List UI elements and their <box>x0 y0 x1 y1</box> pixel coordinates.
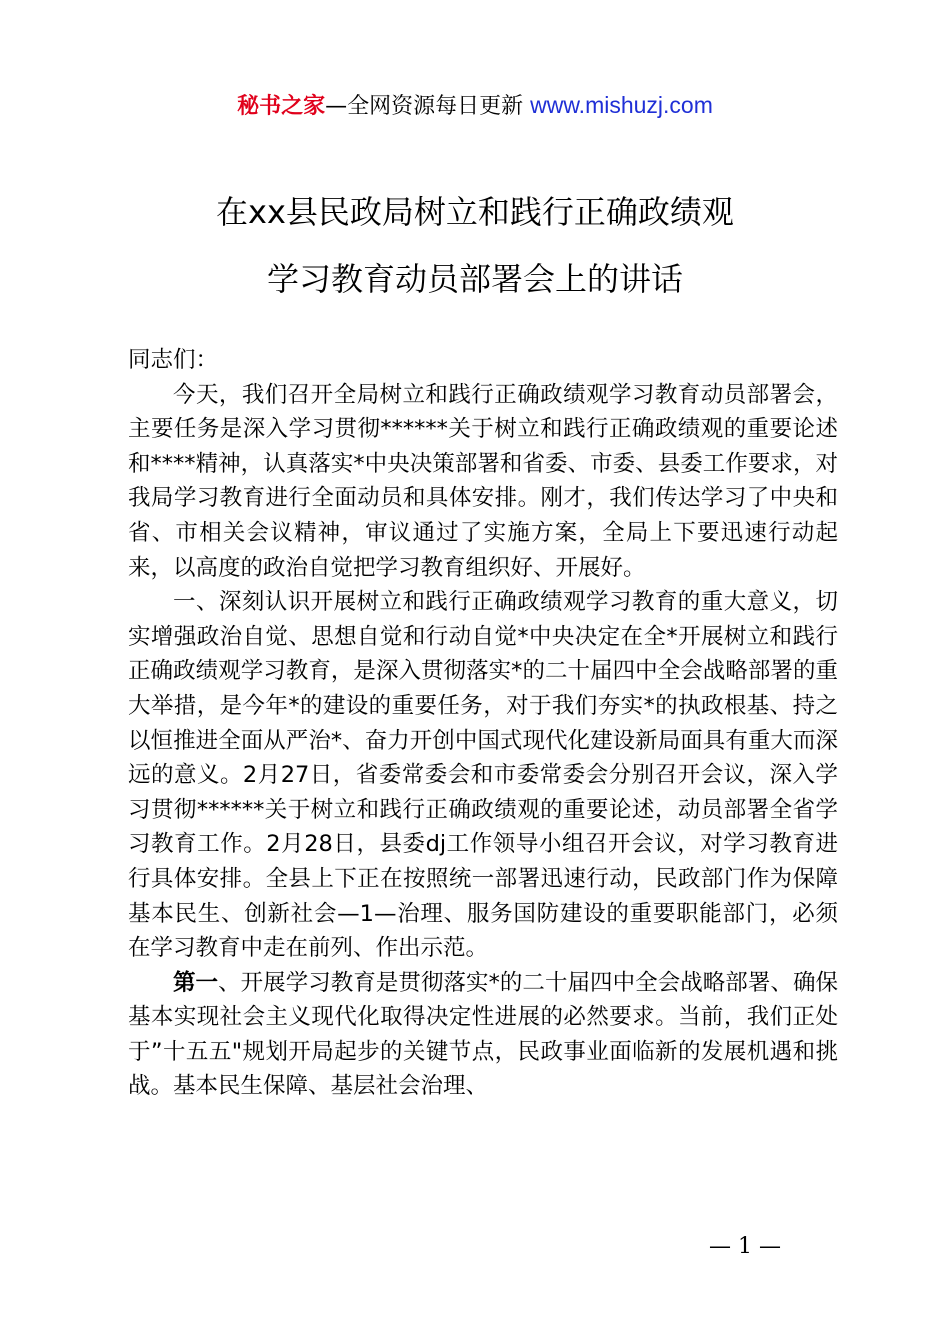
document-body <box>128 343 838 1104</box>
point-one-heading: 第一 <box>173 969 219 996</box>
document-title-line-1: 在xx县民政局树立和践行正确政绩观 <box>216 193 734 231</box>
paragraph-intro: 今天，我们召开全局树立和践行正确政绩观学习教育动员部署会，主要任务是深入学习贯彻******关于树立和践行正确政绩观的重要论述和****精神，认真落实*中央决策部署和省委、市委、县委工作要求，对我局学习教育进行全面动员和具体安排。刚才，我们传达学习了中央和省、市相关会议精神，审议通过了实施方案，全局上下要迅速行动起来，以高度的政治自觉把学习教育组织好、开展好。 <box>128 381 838 581</box>
paragraph-point-one <box>128 966 838 1104</box>
header-slogan: —全网资源每日更新 <box>325 94 531 119</box>
header-url[interactable]: www.mishuzj.com <box>530 92 713 118</box>
point-one-text: 、开展学习教育是贯彻落实*的二十届四中全会战略部署、确保基本实现社会主义现代化取得决定性进展的必然要求。当前，我们正处于”十五五"规划开局起步的关键节点，民政事业面临新的发展机遇和挑战。基本民生保障、基层社会治理、 <box>128 969 838 1100</box>
site-header <box>0 88 950 124</box>
salutation: 同志们： <box>128 347 219 373</box>
document-title-line-2: 学习教育动员部署会上的讲话 <box>266 260 683 298</box>
paragraph-section-one: 一、深刻认识开展树立和践行正确政绩观学习教育的重大意义，切实增强政治自觉、思想自觉和行动自觉*中央决定在全*开展树立和践行正确政绩观学习教育，是深入贯彻落实*的二十届四中全会战略部署的重大举措，是今年*的建设的重要任务，对于我们夯实*的执政根基、持之以恒推进全面从严治*、奋力开创中国式现代化建设新局面具有重大而深远的意义。2月27日，省委常委会和市委常委会分别召开会议，深入学习贯彻******关于树立和践行正确政绩观的重要论述，动员部署全省学习教育工作。2月28日，县委dj工作领导小组召开会议，对学习教育进行具体安排。全县上下正在按照统一部署迅速行动，民政部门作为保障基本民生、创新社会—1—治理、服务国防建设的重要职能部门，必须在学习教育中走在前列、作出示范。 <box>128 589 838 962</box>
page-number: — 1 — <box>709 1234 781 1259</box>
brand-name: 秘书之家 <box>237 94 326 119</box>
